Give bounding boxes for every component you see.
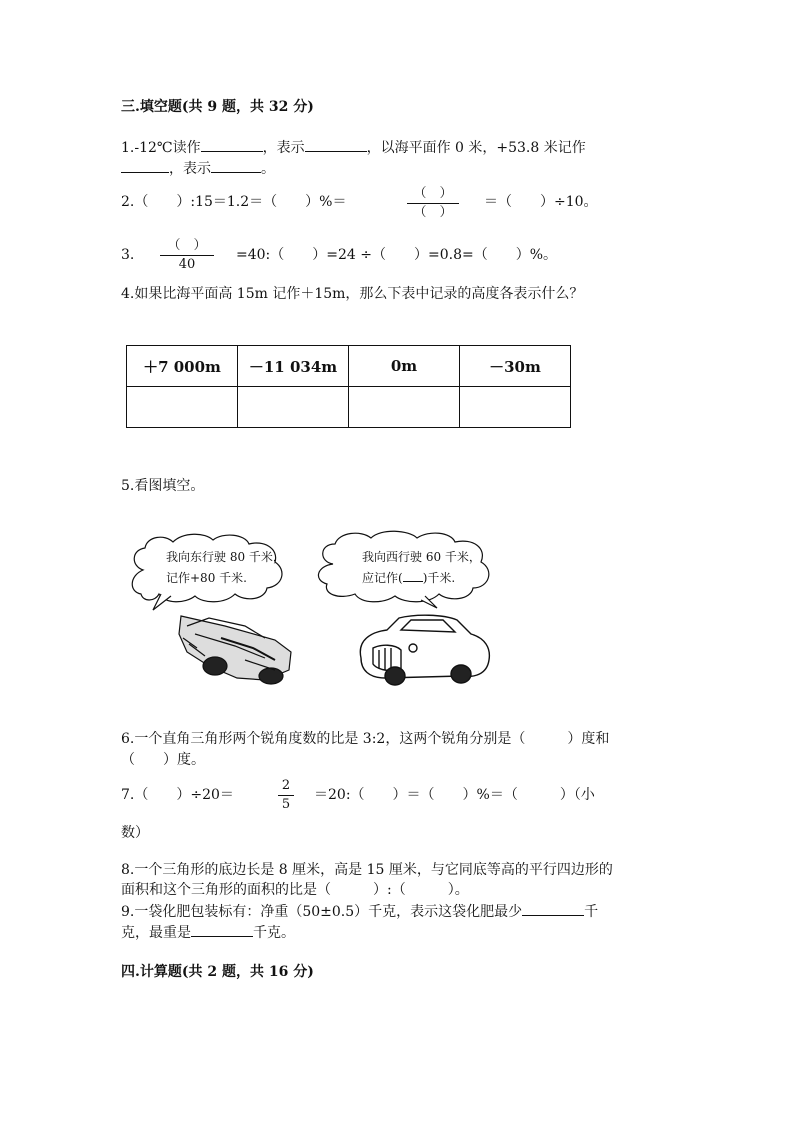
q2-text-a: 2.（ ）:15＝1.2＝（ ）%＝ [121, 194, 347, 210]
q7-fraction [278, 778, 294, 813]
q9-text-a: 9.一袋化肥包装标有：净重（50±0.5）千克，表示这袋化肥最少 [121, 904, 523, 920]
q7-line-2: 数） [121, 825, 149, 841]
q1-text-e: 。 [261, 161, 275, 177]
answer-cell[interactable] [127, 387, 238, 428]
answer-cell[interactable] [238, 387, 349, 428]
q1-text-a: 1.-12℃读作 [121, 140, 201, 156]
q7-fraction-denominator: 5 [281, 797, 291, 812]
q3-fraction-denominator: 40 [178, 257, 196, 272]
q7-fraction-bar [278, 795, 294, 796]
bubble-1-line-1: 我向东行驶 80 千米， [166, 550, 285, 564]
answer-cell[interactable] [349, 387, 460, 428]
q1-text-b: ，表示 [262, 140, 305, 156]
q1-text-d: ，表示 [169, 161, 211, 177]
bubble-2-line-2 [362, 568, 455, 589]
answer-cell[interactable] [460, 387, 571, 428]
q8-line-1: 8.一个三角形的底边长是 8 厘米，高是 15 厘米，与它同底等高的平行四边形的 [121, 862, 613, 878]
section-3-title: 三.填空题(共 9 题，共 32 分) [121, 99, 314, 115]
bubble-1-line-2: 记作+80 千米. [166, 571, 247, 585]
section-4-title: 四.计算题(共 2 题，共 16 分) [121, 964, 314, 980]
table-header-cell: 0m [349, 346, 460, 387]
q1-blank-3[interactable] [121, 158, 169, 173]
car-2-icon [360, 615, 489, 685]
q9-line-2 [121, 922, 295, 943]
question-1-line-1 [121, 137, 586, 158]
question-1-line-2 [121, 158, 275, 179]
q9-text-b: 千 [584, 904, 599, 920]
q9-text-c: 克，最重是 [121, 925, 191, 941]
bubble-2-blank[interactable] [403, 569, 423, 582]
q5-text: 5.看图填空。 [121, 478, 205, 494]
q3-text-b: =40:（ ）=24 ÷（ ）=0.8=（ ）%。 [236, 247, 558, 263]
q2-fraction-numerator: （ ） [413, 186, 453, 201]
altitude-table [126, 345, 571, 428]
q9-blank-max[interactable] [191, 922, 253, 937]
q7-text-b: ＝20:（ ）＝（ ）%＝（ ）（小 [314, 787, 595, 803]
q7-fraction-numerator: 2 [281, 778, 291, 793]
car-1-icon [179, 616, 291, 684]
table-header-row [127, 346, 571, 387]
table-header-cell: ＋7 000m [127, 346, 238, 387]
q1-blank-1[interactable] [201, 137, 263, 152]
q3-fraction-numerator: （ ） [167, 238, 207, 253]
q3-fraction-bar [160, 255, 214, 256]
q1-blank-4[interactable] [211, 158, 261, 173]
table-answer-row [127, 387, 571, 428]
q6-line-1: 6.一个直角三角形两个锐角度数的比是 3:2，这两个锐角分别是（ ）度和 [121, 731, 610, 747]
q2-fraction-bar [407, 203, 459, 204]
q2-fraction [407, 186, 459, 221]
q7-text-a: 7.（ ）÷20＝ [121, 787, 234, 803]
q4-text: 4.如果比海平面高 15m 记作＋15m，那么下表中记录的高度各表示什么？ [121, 286, 584, 302]
q6-line-2: （ ）度。 [121, 752, 205, 768]
q2-text-b: ＝（ ）÷10。 [484, 194, 598, 210]
q3-label: 3. [121, 247, 135, 263]
bubble-2-text-a: 应记作( [362, 571, 403, 585]
q1-blank-2[interactable] [305, 137, 367, 152]
table-header-cell: －30m [460, 346, 571, 387]
q9-line-1 [121, 901, 598, 922]
q9-text-d: 千克。 [253, 925, 295, 941]
q9-blank-min[interactable] [522, 901, 584, 916]
q3-fraction [160, 238, 214, 273]
q8-line-2: 面积和这个三角形的面积的比是（ ）:（ ）。 [121, 882, 469, 898]
q1-text-c: ，以海平面作 0 米，+53.8 米记作 [366, 140, 586, 156]
bubble-2-text-b: )千米. [422, 571, 456, 585]
table-header-cell: －11 034m [238, 346, 349, 387]
bubble-2-line-1: 我向西行驶 60 千米， [362, 550, 481, 564]
q2-fraction-denominator: （ ） [413, 205, 453, 220]
